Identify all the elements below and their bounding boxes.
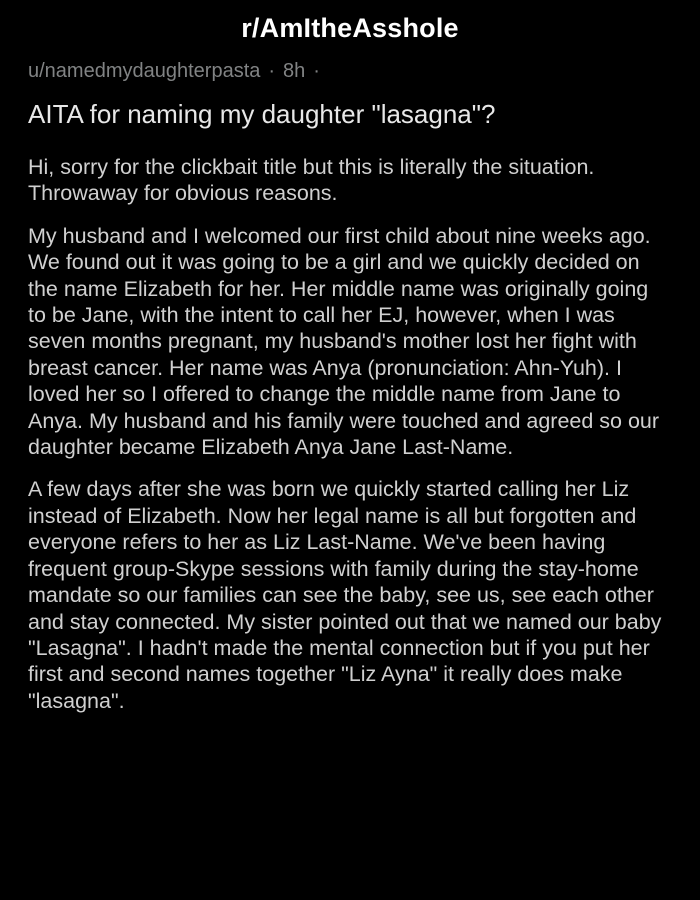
post [0,58,700,714]
post-paragraph: A few days after she was born we quickly started calling her Liz instead of Elizabeth. Now her legal name is all but forgotten and everyone refers to her as Liz Last-Name. We've been having frequent group-Skype sessions with family during the stay-home mandate so our families can see the baby, see us, see each other and stay connected. My sister pointed out that we named our baby "Lasagna". I hadn't made the mental connection but if you put her first and second names together "Liz Ayna" it really does make "lasagna". [28,477,662,713]
post-body [28,154,672,714]
meta-separator-trailing: · [313,59,320,82]
subreddit-name[interactable]: r/AmItheAsshole [241,12,459,43]
post-title[interactable]: AITA for naming my daughter "lasagna"? [28,99,496,129]
post-meta [28,58,672,84]
post-paragraph: My husband and I welcomed our first child about nine weeks ago. We found out it was going to be a girl and we quickly decided on the name Elizabeth for her. Her middle name was originally going to be Jane, with the intent to call her EJ, however, when I was seven months pregnant, my husband's mother lost her fight with breast cancer. Her name was Anya (pronunciation: Ahn-Yuh). I loved her so I offered to change the middle name from Jane to Anya. My husband and his family were touched and agreed so our daughter became Elizabeth Anya Jane Last-Name. [28,223,660,460]
author-link[interactable]: u/namedmydaughterpasta [28,59,261,82]
subreddit-header [0,0,700,56]
meta-separator: · [268,59,276,82]
post-paragraph: Hi, sorry for the clickbait title but this is literally the situation. Throwaway for obvious reasons. [28,155,595,206]
post-age: 8h [283,59,306,82]
